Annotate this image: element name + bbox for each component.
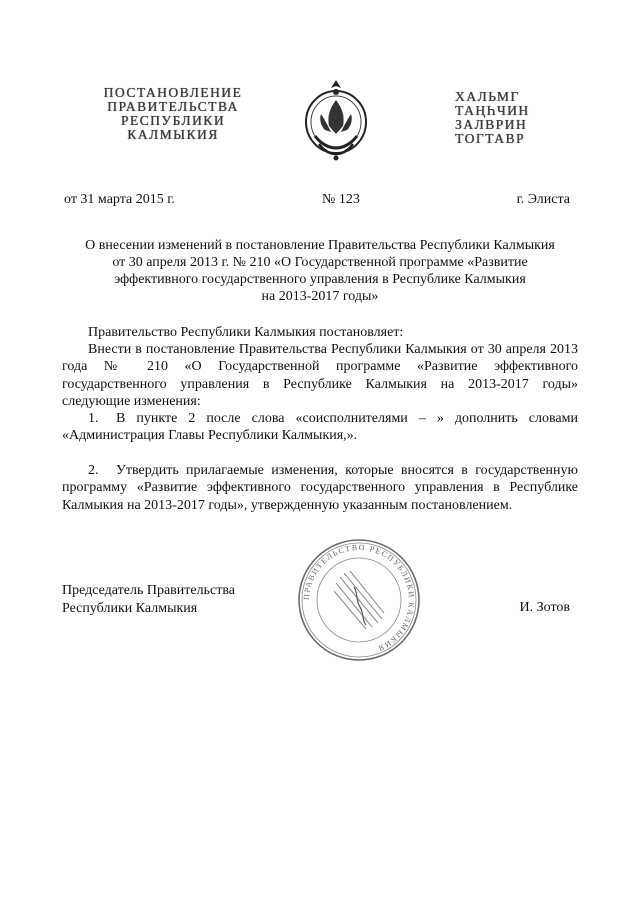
body-item-1 (62, 410, 578, 445)
subject-line: О внесении изменений в постановление Правительства Республики Калмыкия (85, 238, 555, 253)
subject-line: эффективного государственного управления в Республике Калмыкия (114, 272, 526, 287)
header-left-line: ПОСТАНОВЛЕНИЕ (103, 85, 243, 100)
signer-title-line: Председатель Правительства (62, 583, 235, 598)
body-main-paragraph: Внести в постановление Правительства Республики Калмыкия от 30 апреля 2013 года № 210 «О Государственной программе «Развитие эффективного государственного управления в Республике Калмыкия на 2013-2017 годы» следующие изменения: (62, 342, 578, 409)
document-date: от 31 марта 2015 г. (64, 192, 175, 207)
signer-title-line: Республики Калмыкия (62, 601, 198, 616)
item-text: Утвердить прилагаемые изменения, которые вносятся в государственную программу «Развитие эффективного государственного управления в Республике Калмыкия на 2013-2017 годы», утвержденную указанным постановлением. (62, 463, 578, 513)
header-left-line: ПРАВИТЕЛЬСТВА (107, 99, 239, 114)
subject-line: на 2013-2017 годы» (261, 289, 379, 304)
header-right-line: ЗАЛВРИН (455, 117, 528, 132)
header-right-title (455, 90, 565, 146)
signatory-name: И. Зотов (519, 600, 570, 615)
item-text: В пункте 2 после слова «соисполнителями – » дополнить словами «Администрация Главы Республики Калмыкия,». (62, 411, 578, 444)
signer-title (62, 582, 235, 618)
header-right-line: ХАЛЬМГ (455, 89, 520, 104)
header-left-line: КАЛМЫКИЯ (127, 127, 219, 142)
item-number: 2. (88, 463, 99, 478)
header-left-line: РЕСПУБЛИКИ (120, 113, 226, 128)
subject-line: от 30 апреля 2013 г. № 210 «О Государственной программе «Развитие (112, 255, 528, 270)
header-right-line: ТОГТАВР (455, 131, 525, 146)
body-item-2 (62, 462, 578, 514)
header-right-line: ТАҢҺЧИН (455, 103, 530, 118)
header-left-title (84, 86, 262, 142)
document-city: г. Элиста (516, 192, 570, 207)
coat-of-arms-emblem-icon (301, 78, 371, 162)
item-number: 1. (88, 411, 99, 426)
official-seal-stamp (296, 537, 422, 663)
document-subject (62, 237, 578, 305)
seal-text: ПРАВИТЕЛЬСТВО РЕСПУБЛИКИ КАЛМЫКИЯ (301, 542, 417, 654)
body-intro: Правительство Республики Калмыкия постановляет: (88, 325, 404, 340)
document-number: № 123 (322, 192, 360, 207)
